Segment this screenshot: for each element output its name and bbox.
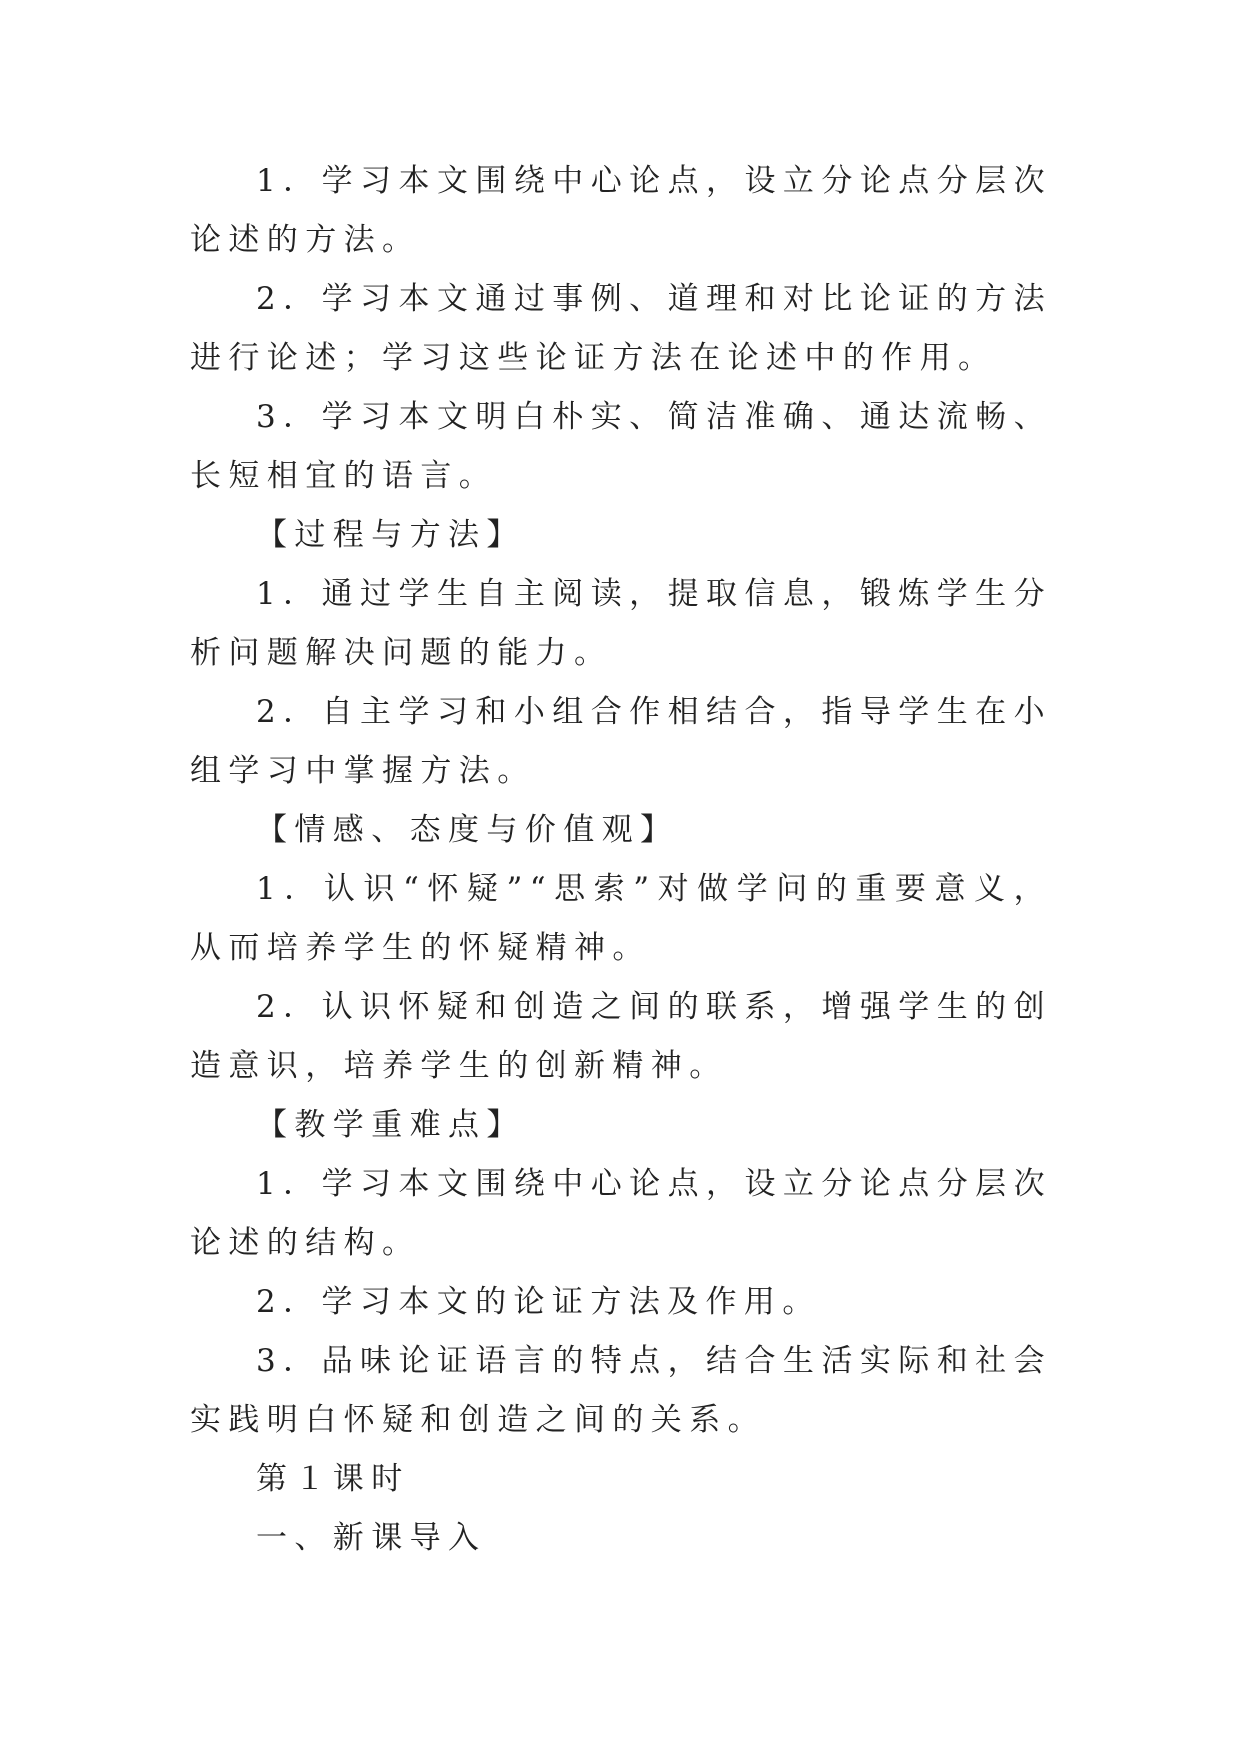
section-heading-process-method: 【过程与方法】: [256, 517, 525, 553]
key-point-1: 1．学习本文围绕中心论点，设立分论点分层次论述的结构。: [190, 1166, 1052, 1261]
key-point-3: 3．品味论证语言的特点，结合生活实际和社会实践明白怀疑和创造之间的关系。: [190, 1343, 1052, 1438]
objective-1: 1．学习本文围绕中心论点，设立分论点分层次论述的方法。: [190, 163, 1052, 258]
objective-3: 3．学习本文明白朴实、简洁准确、通达流畅、长短相宜的语言。: [190, 399, 1052, 494]
process-item-1: 1．通过学生自主阅读，提取信息，锻炼学生分析问题解决问题的能力。: [190, 576, 1052, 671]
section-heading-emotion-attitude: 【情感、态度与价值观】: [256, 812, 679, 848]
emotion-item-2: 2．认识怀疑和创造之间的联系，增强学生的创造意识，培养学生的创新精神。: [190, 989, 1052, 1084]
section-new-lesson-intro: 一、新课导入: [256, 1520, 487, 1556]
emotion-item-1: 1．认识“怀疑”“思索”对做学问的重要意义，从而培养学生的怀疑精神。: [190, 871, 1052, 966]
process-item-2: 2．自主学习和小组合作相结合，指导学生在小组学习中掌握方法。: [190, 694, 1052, 789]
objective-2: 2．学习本文通过事例、道理和对比论证的方法进行论述；学习这些论证方法在论述中的作用。: [190, 281, 1052, 376]
section-heading-key-points: 【教学重难点】: [256, 1107, 525, 1143]
lesson-number: 第１课时: [256, 1461, 410, 1497]
document-body: [190, 152, 1052, 1568]
key-point-2: 2．学习本文的论证方法及作用。: [256, 1284, 821, 1320]
